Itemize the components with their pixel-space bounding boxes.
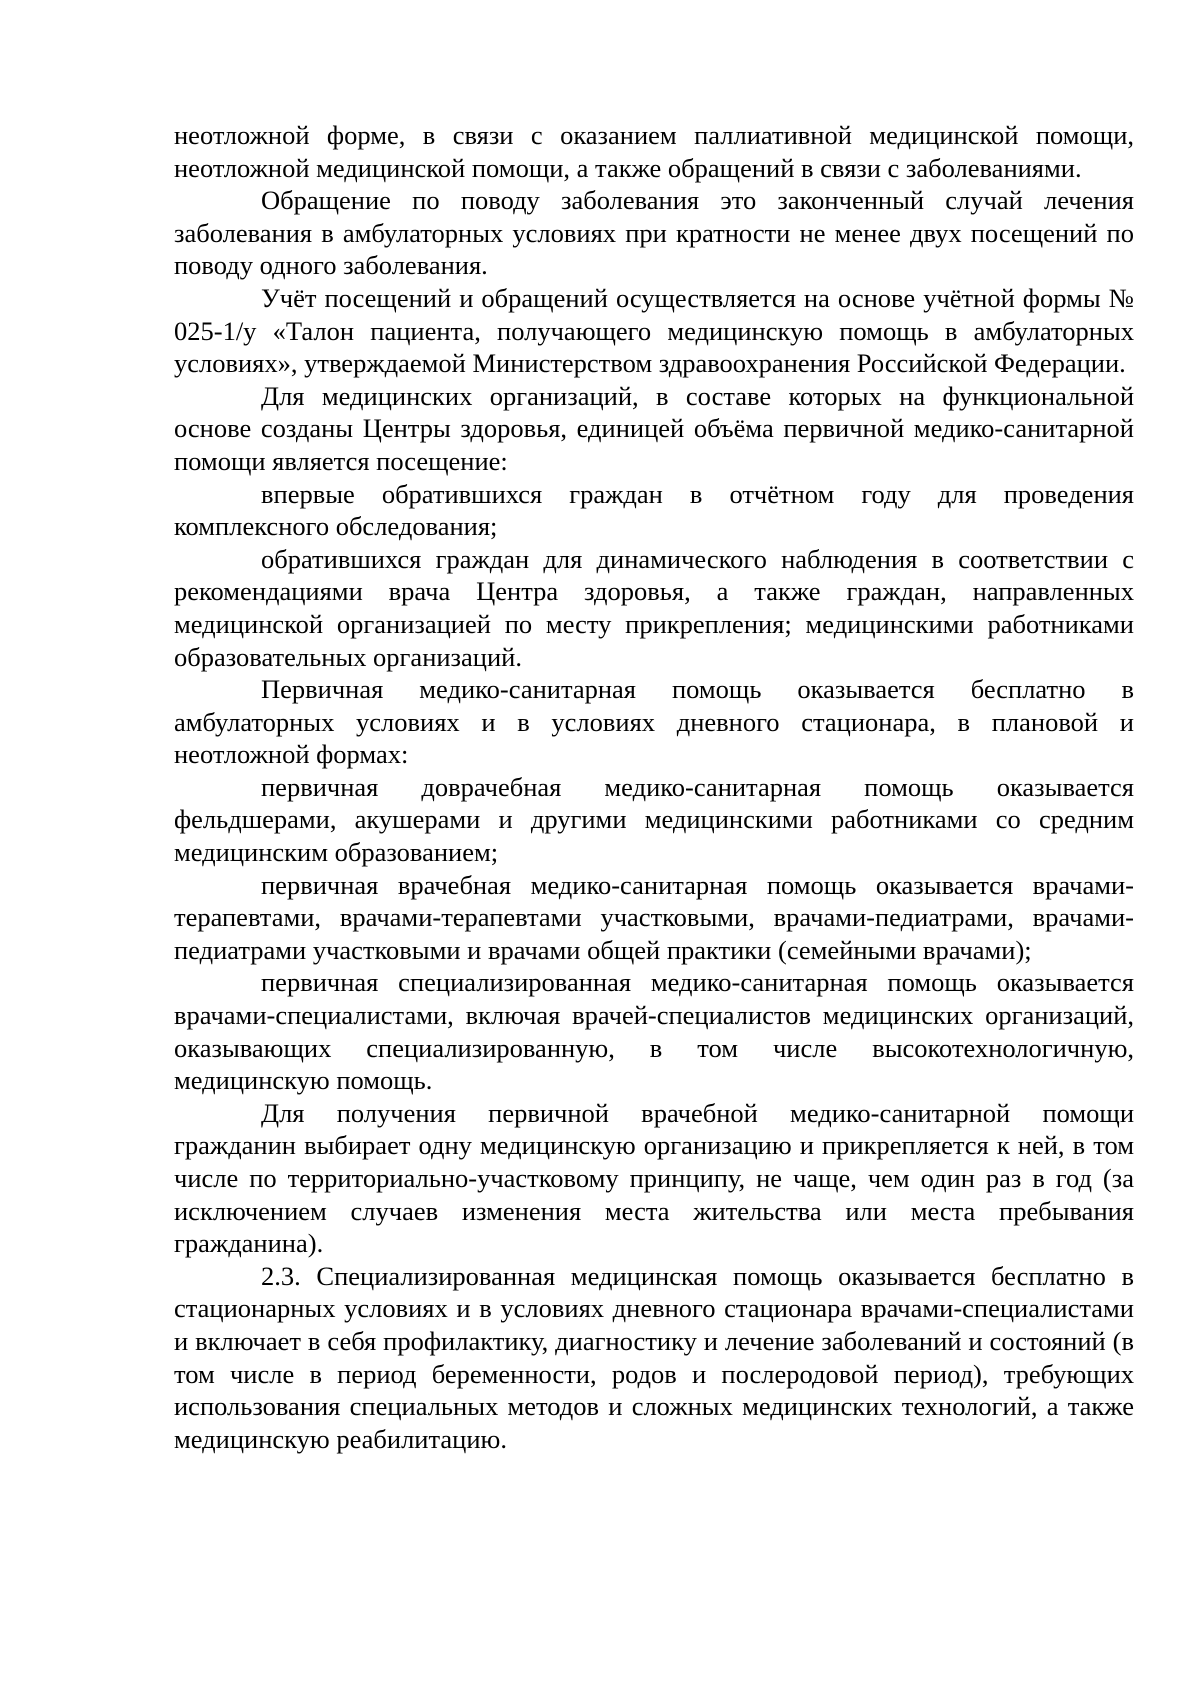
list-item-dynamic-observation: обратившихся граждан для динамического наблюдения в соответствии с рекомендациями врача Центра здоровья, а также граждан, направленных медицинской организацией по месту прикрепления; медицинскими работниками образовательных организаций. [174, 543, 1134, 672]
paragraph-primary-care-free: Первичная медико-санитарная помощь оказывается бесплатно в амбулаторных условиях и в условиях дневного стационара, в плановой и неотложной формах: [174, 674, 1134, 770]
paragraph-accounting-form: Учёт посещений и обращений осуществляется на основе учётной формы № 025-1/у «Талон пациента, получающего медицинскую помощь в амбулаторных условиях», утверждаемой Министерством здравоохранения Российской Федерации. [174, 282, 1134, 379]
paragraph-continuation: неотложной форме, в связи с оказанием паллиативной медицинской помощи, неотложной медицинской помощи, а также обращений в связи с заболеваниями. [174, 120, 1134, 183]
paragraph-health-centers: Для медицинских организаций, в составе которых на функциональной основе созданы Центры здоровья, единицей объёма первичной медико-санитарной помощи является посещение: [174, 380, 1134, 476]
document-page [174, 119, 1134, 1455]
list-item-doctor-care: первичная врачебная медико-санитарная помощь оказывается врачами-терапевтами, врачами-терапевтами участковыми, врачами-педиатрами, врачами-педиатрами участковыми и врачами общей практики (семейными врачами); [174, 869, 1134, 965]
paragraph-disease-appeal: Обращение по поводу заболевания это законченный случай лечения заболевания в амбулаторных условиях при кратности не менее двух посещений по поводу одного заболевания. [174, 185, 1134, 281]
paragraph-section-2-3: 2.3. Специализированная медицинская помощь оказывается бесплатно в стационарных условиях и в условиях дневного стационара врачами-специалистами и включает в себя профилактику, диагностику и лечение заболеваний и состояний (в том числе в период беременности, родов и послеродовой период), требующих использования специальных методов и сложных медицинских технологий, а также медицинскую реабилитацию. [174, 1260, 1134, 1454]
list-item-first-visit: впервые обратившихся граждан в отчётном году для проведения комплексного обследования; [174, 478, 1134, 542]
paragraph-choice-of-organization: Для получения первичной врачебной медико-санитарной помощи гражданин выбирает одну медицинскую организацию и прикрепляется к ней, в том числе по территориально-участковому принципу, не чаще, чем один раз в год (за исключением случаев изменения места жительства или места пребывания гражданина). [174, 1097, 1134, 1259]
list-item-pre-doctor-care: первичная доврачебная медико-санитарная помощь оказывается фельдшерами, акушерами и другими медицинскими работниками со средним медицинским образованием; [174, 771, 1134, 868]
list-item-specialized-primary-care: первичная специализированная медико-санитарная помощь оказывается врачами-специалистами, включая врачей-специалистов медицинских организаций, оказывающих специализированную, в том числе высокотехнологичную, медицинскую помощь. [174, 967, 1134, 1096]
